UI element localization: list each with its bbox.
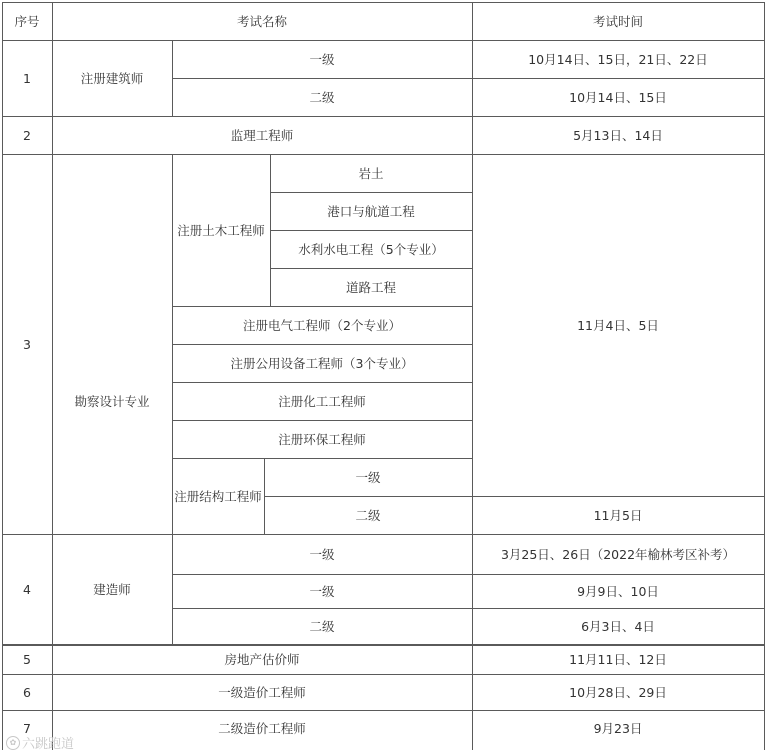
watermark-text: 六跳跑道 [22,737,75,752]
civil-engineer: 注册土木工程师 [177,222,265,238]
civil-sub-geotechnical: 岩土 [358,165,384,181]
structural-engineer: 注册结构工程师 [174,488,262,504]
survey-design-time: 11月4日、5日 [577,317,659,333]
civil-sub-port-waterway: 港口与航道工程 [327,203,415,219]
civil-sub-road: 道路工程 [345,279,396,295]
seq-6: 6 [23,684,31,700]
real-estate-appraiser-time: 11月11日、12日 [569,651,667,667]
architect-level-2-time: 10月14日、15日 [569,89,667,105]
environmental-engineer: 注册环保工程师 [278,431,366,447]
structural-level-2-time: 11月5日 [593,507,643,523]
constructor-level-1-time: 9月9日、10日 [577,583,659,599]
cost-engineer-level-1-time: 10月28日、29日 [569,684,667,700]
architect-level-2: 二级 [309,89,335,105]
constructor-level-1: 一级 [309,583,335,599]
seq-5: 5 [23,651,31,667]
architect-level-1: 一级 [309,51,335,67]
watermark [6,733,74,752]
cost-engineer-level-2-time: 9月23日 [593,720,643,736]
constructor-level-2-time: 6月3日、4日 [581,618,655,634]
seq-7: 7 [23,720,31,736]
seq-4: 4 [23,581,31,597]
header-seq: 序号 [14,13,40,29]
architect-level-1-time: 10月14日、15日，21日、22日 [528,51,708,67]
circle-logo-icon: ✿ [6,736,20,750]
civil-sub-hydropower: 水利水电工程（5个专业） [298,241,444,257]
structural-level-1: 一级 [355,469,381,485]
structural-level-2: 二级 [355,507,381,523]
seq-2: 2 [23,127,31,143]
chemical-engineer: 注册化工工程师 [278,393,366,409]
real-estate-appraiser: 房地产估价师 [224,651,300,667]
category-architect: 注册建筑师 [80,70,144,86]
constructor-level-2: 二级 [309,618,335,634]
category-survey-design: 勘察设计专业 [74,394,150,409]
category-constructor: 建造师 [93,581,131,597]
seq-1: 1 [23,70,31,86]
cost-engineer-level-2: 二级造价工程师 [218,720,306,736]
header-exam-name: 考试名称 [236,13,287,29]
supervision-engineer: 监理工程师 [230,127,294,143]
cost-engineer-level-1: 一级造价工程师 [218,684,306,700]
constructor-level-1-makeup-time: 3月25日、26日（2022年榆林考区补考） [500,546,736,562]
seq-3: 3 [23,336,31,352]
header-exam-time: 考试时间 [592,13,643,29]
electrical-engineer: 注册电气工程师（2个专业） [243,317,401,333]
supervision-engineer-time: 5月13日、14日 [573,127,663,143]
constructor-level-1-makeup: 一级 [309,546,335,562]
public-utility-engineer: 注册公用设备工程师（3个专业） [230,355,414,371]
